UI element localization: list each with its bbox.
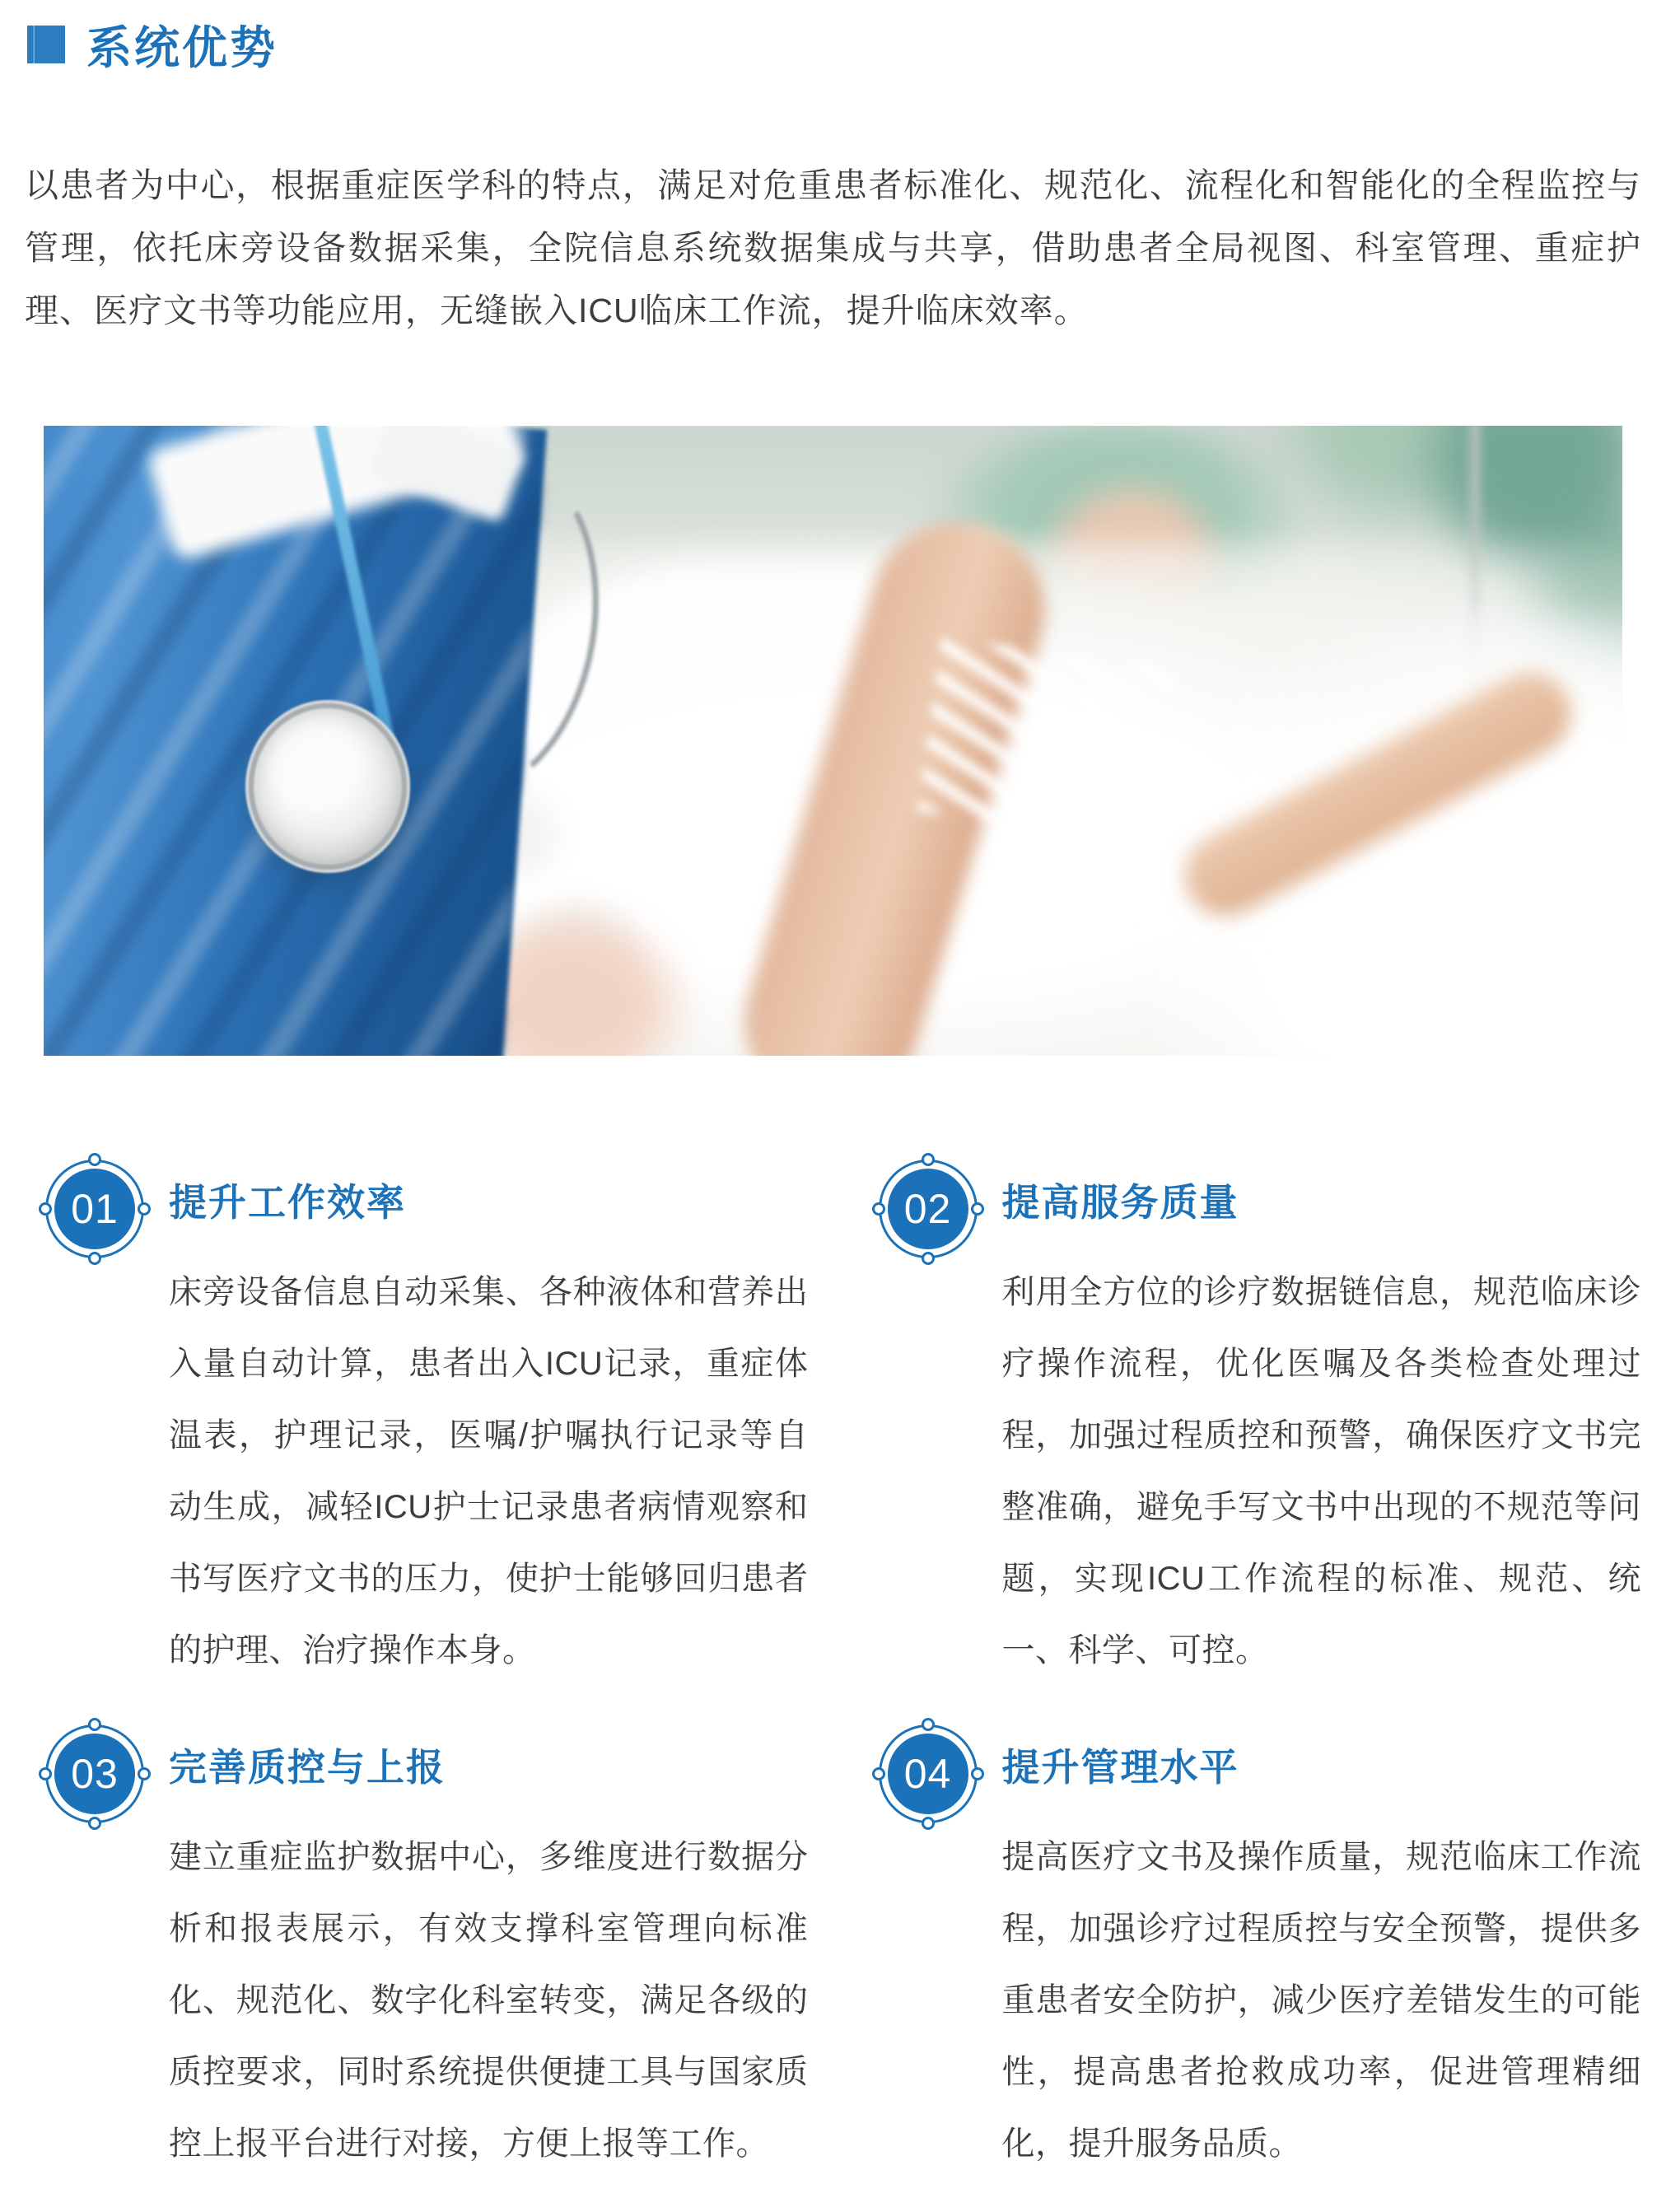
badge-dot-icon <box>39 1767 52 1780</box>
item-number: 04 <box>888 1734 968 1814</box>
page-header <box>27 12 1666 77</box>
badge-dot-icon <box>971 1767 984 1780</box>
intro-paragraph: 以患者为中心，根据重症医学科的特点，满足对危重患者标准化、规范化、流程化和智能化的全程监控与管理，依托床旁设备数据采集，全院信息系统数据集成与共享，借助患者全局视图、科室管理、重症护理、医疗文书等功能应用，无缝嵌入ICU临床工作流，提升临床效率。 <box>25 166 1641 329</box>
item-body: 床旁设备信息自动采集、各种液体和营养出入量自动计算，患者出入ICU记录，重症体温表，护理记录，医嘱/护嘱执行记录等自动生成，减轻ICU护士记录患者病情观察和书写医疗文书的压力，使护士能够回归患者的护理、治疗操作本身。 <box>169 1274 809 1668</box>
photo-iv-tape <box>917 637 1176 844</box>
item-content <box>1002 1724 1642 2180</box>
item-content <box>1002 1160 1642 1687</box>
badge-dot-icon <box>88 1153 101 1166</box>
item-number-badge <box>45 1160 144 1258</box>
item-number-badge <box>879 1160 978 1258</box>
item-number: 03 <box>54 1734 135 1814</box>
badge-dot-icon <box>922 1817 935 1830</box>
item-title: 提高服务质量 <box>1001 1181 1239 1224</box>
item-number: 02 <box>888 1169 968 1249</box>
badge-dot-icon <box>872 1202 885 1216</box>
hero-photo-icu-scene <box>44 426 1622 1056</box>
item-content <box>169 1724 809 2180</box>
item-body: 利用全方位的诊疗数据链信息，规范临床诊疗操作流程，优化医嘱及各类检查处理过程，加强过程质控和预警，确保医疗文书完整准确，避免手写文书中出现的不规范等问题，实现ICU工作流程的标准、规范、统一、科学、可控。 <box>1001 1274 1641 1668</box>
badge-dot-icon <box>88 1817 101 1830</box>
badge-dot-icon <box>39 1202 52 1216</box>
item-title: 提升管理水平 <box>1001 1746 1239 1789</box>
item-content <box>169 1160 809 1687</box>
advantage-item-1 <box>45 1160 809 1687</box>
badge-dot-icon <box>922 1153 935 1166</box>
badge-dot-icon <box>138 1767 151 1780</box>
item-title: 提升工作效率 <box>169 1181 406 1224</box>
advantages-grid <box>45 1160 1641 2180</box>
advantage-item-2 <box>879 1160 1642 1687</box>
item-body: 建立重症监护数据中心，多维度进行数据分析和报表展示，有效支撑科室管理向标准化、规范化、数字化科室转变，满足各级的质控要求，同时系统提供便捷工具与国家质控上报平台进行对接，方便上报等工作。 <box>169 1839 809 2162</box>
badge-dot-icon <box>138 1202 151 1216</box>
badge-dot-icon <box>971 1202 984 1216</box>
advantage-item-4 <box>879 1724 1642 2180</box>
item-number: 01 <box>54 1169 135 1249</box>
badge-dot-icon <box>872 1767 885 1780</box>
badge-dot-icon <box>88 1252 101 1265</box>
section-marker-icon <box>27 26 65 63</box>
item-number-badge <box>45 1724 144 1823</box>
badge-dot-icon <box>88 1718 101 1731</box>
advantage-item-3 <box>45 1724 809 2180</box>
page-title: 系统优势 <box>86 22 278 73</box>
item-number-badge <box>879 1724 978 1823</box>
photo-stethoscope-head <box>249 703 407 870</box>
item-title: 完善质控与上报 <box>169 1746 446 1789</box>
badge-dot-icon <box>922 1252 935 1265</box>
item-body: 提高医疗文书及操作质量，规范临床工作流程，加强诊疗过程质控与安全预警，提供多重患者安全防护，减少医疗差错发生的可能性，提高患者抢救成功率，促进管理精细化，提升服务品质。 <box>1001 1839 1641 2162</box>
badge-dot-icon <box>922 1718 935 1731</box>
